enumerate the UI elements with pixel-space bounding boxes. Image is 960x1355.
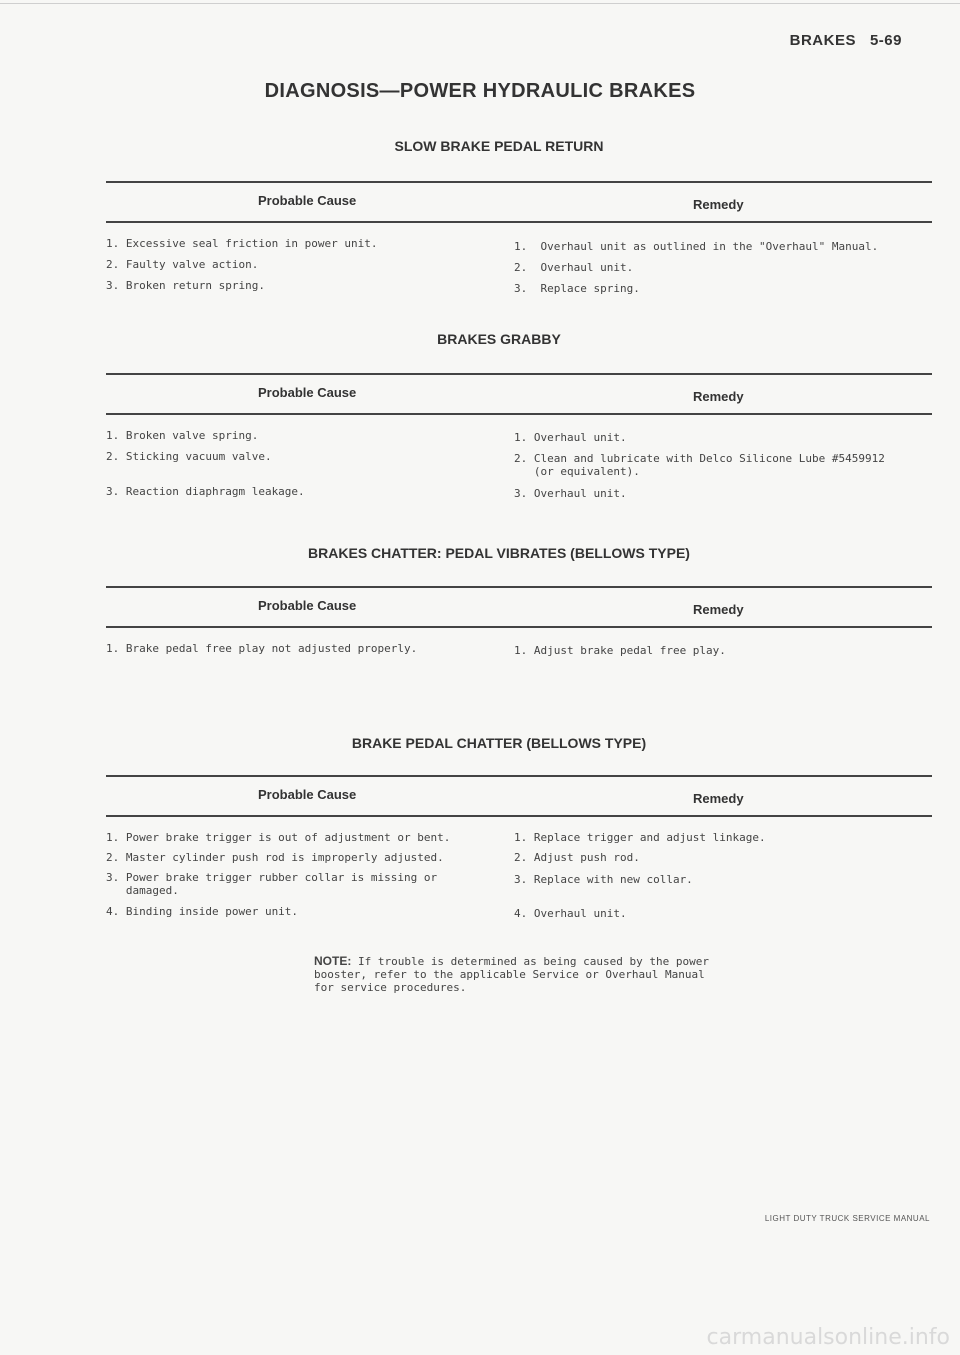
- note-text: If trouble is determined as being caused by the power booster, refer to the applicable Service or Overhaul Manual for service procedures.: [314, 955, 709, 994]
- cause-column-header: Probable Cause: [258, 193, 357, 208]
- remedy-text: 1. Overhaul unit.: [514, 431, 627, 444]
- section-title: SLOW BRAKE PEDAL RETURN: [394, 138, 604, 154]
- column-header-row: [106, 588, 932, 626]
- header-section: BRAKES: [789, 32, 856, 49]
- cause-text: 2. Sticking vacuum valve.: [106, 450, 272, 463]
- header-bottom-rule: [106, 626, 932, 628]
- section-title: BRAKES CHATTER: PEDAL VIBRATES (BELLOWS TYPE): [308, 545, 690, 561]
- column-header-row: [106, 375, 932, 413]
- cause-text: 3. Broken return spring.: [106, 279, 265, 292]
- section-brakes-grabby: [106, 331, 932, 506]
- section-brake-pedal-chatter: [106, 735, 932, 925]
- cause-text: 2. Master cylinder push rod is improperly adjusted.: [106, 851, 444, 864]
- table-row: [106, 905, 932, 925]
- table-rows: [106, 429, 932, 506]
- header-bottom-rule: [106, 413, 932, 415]
- cause-text: 1. Broken valve spring.: [106, 429, 259, 442]
- remedy-text: 2. Clean and lubricate with Delco Silicone Lube #5459912 (or equivalent).: [514, 452, 885, 478]
- cause-column-header: Probable Cause: [258, 787, 357, 802]
- section-title: BRAKE PEDAL CHATTER (BELLOWS TYPE): [351, 735, 647, 751]
- remedy-column-header: Remedy: [693, 389, 744, 404]
- table-row: [106, 851, 932, 871]
- section-title: BRAKES GRABBY: [437, 331, 561, 347]
- cause-text: 4. Binding inside power unit.: [106, 905, 299, 918]
- remedy-text: 3. Overhaul unit.: [514, 487, 627, 500]
- header-bottom-rule: [106, 221, 932, 223]
- remedy-text: 2. Overhaul unit.: [514, 261, 634, 274]
- cause-text: 3. Reaction diaphragm leakage.: [106, 485, 305, 498]
- remedy-text: 3. Replace with new collar.: [514, 873, 693, 886]
- top-rule: [0, 3, 960, 4]
- column-header-row: [106, 183, 932, 221]
- page-title: DIAGNOSIS—POWER HYDRAULIC BRAKES: [264, 80, 696, 102]
- remedy-column-header: Remedy: [693, 791, 744, 806]
- remedy-text: 1. Overhaul unit as outlined in the "Overhaul" Manual.: [514, 240, 879, 253]
- table-row: [106, 279, 932, 300]
- table-row: [106, 642, 932, 663]
- table-row: [106, 258, 932, 279]
- cause-text: 1. Power brake trigger is out of adjustment or bent.: [106, 831, 451, 844]
- table-row: [106, 450, 932, 485]
- remedy-column-header: Remedy: [693, 197, 744, 212]
- section-brakes-chatter: [106, 545, 932, 663]
- column-header-row: [106, 777, 932, 815]
- remedy-text: 4. Overhaul unit.: [514, 907, 627, 920]
- header-bottom-rule: [106, 815, 932, 817]
- section-slow-brake-pedal-return: [106, 138, 932, 300]
- table-rows: [106, 831, 932, 925]
- remedy-text: 1. Adjust brake pedal free play.: [514, 644, 726, 657]
- cause-text: 3. Power brake trigger rubber collar is missing or damaged.: [106, 871, 438, 897]
- remedy-text: 1. Replace trigger and adjust linkage.: [514, 831, 766, 844]
- cause-text: 1. Brake pedal free play not adjusted properly.: [106, 642, 418, 655]
- remedy-column-header: Remedy: [693, 602, 744, 617]
- table-row: [106, 485, 932, 506]
- table-row: [106, 871, 932, 905]
- remedy-text: 2. Adjust push rod.: [514, 851, 640, 864]
- remedy-text: 3. Replace spring.: [514, 282, 640, 295]
- footer: LIGHT DUTY TRUCK SERVICE MANUAL: [764, 1214, 930, 1223]
- note: [314, 955, 709, 994]
- cause-text: 2. Faulty valve action.: [106, 258, 259, 271]
- note-label: NOTE:: [314, 954, 352, 968]
- table-row: [106, 237, 932, 258]
- cause-text: 1. Excessive seal friction in power unit.: [106, 237, 378, 250]
- cause-column-header: Probable Cause: [258, 385, 357, 400]
- table-rows: [106, 642, 932, 663]
- page-header: [790, 32, 902, 49]
- table-row: [106, 831, 932, 851]
- watermark: carmanualsonline.info: [706, 1325, 950, 1350]
- table-row: [106, 429, 932, 450]
- table-rows: [106, 237, 932, 300]
- header-page-number: 5-69: [869, 32, 902, 49]
- cause-column-header: Probable Cause: [258, 598, 357, 613]
